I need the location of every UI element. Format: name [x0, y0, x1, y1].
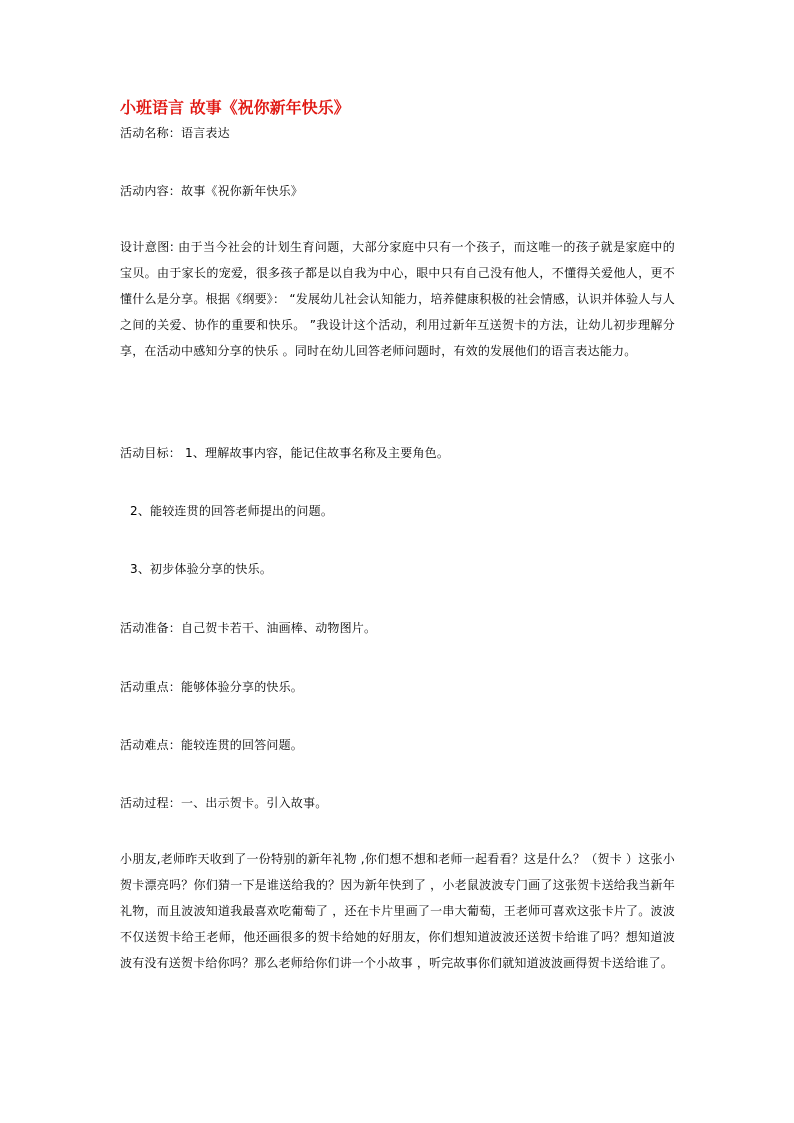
- activity-goal-2: 2、能较连贯的回答老师提出的问题。: [130, 504, 334, 518]
- activity-content: 活动内容：故事《祝你新年快乐》: [120, 184, 304, 198]
- activity-preparation: 活动准备：自己贺卡若干、油画棒、动物图片。: [120, 621, 377, 635]
- activity-process: 活动过程：一、出示贺卡。引入故事。: [120, 796, 328, 810]
- document-title: 小班语言 故事《祝你新年快乐》: [120, 98, 350, 117]
- activity-goal-1: 活动目标： 1、理解故事内容，能记住故事名称及主要角色。: [120, 446, 450, 460]
- story-intro-paragraph: 小朋友,老师昨天收到了一份特别的新年礼物 ,你们想不想和老师一起看看？这是什么？（贺卡 ）这张小贺卡漂亮吗？你们猜一下是谁送给我的？因为新年快到了 ，小老鼠波波专门画了这张贺卡送给我当新年礼物，而且波波知道我最喜欢吃葡萄了 ，还在卡片里画了一串大葡萄，王老师可喜欢这张卡片了。波波不仅送贺卡给王老师，他还画很多的贺卡给她的好朋友，你们想知道波波还送贺卡给谁了吗？想知道波波有没有送贺卡给你吗？那么老师给你们讲一个小故事 ，听完故事你们就知道波波画得贺卡送给谁了。: [120, 852, 675, 970]
- design-intent-paragraph: 设计意图: 由于当今社会的计划生育问题，大部分家庭中只有一个孩子，而这唯一的孩子就是家庭中的宝贝。由于家长的宠爱，很多孩子都是以自我为中心，眼中只有自己没有他人，不懂得关爱他人，更不懂什么是分享。根据《纲要》： “发展幼儿社会认知能力，培养健康积极的社会情感，认识并体验人与人之间的关爱、协作的重要和快乐。 ”我设计这个活动，利用过新年互送贺卡的方法，让幼儿初步理解分享，在活动中感知分享的快乐 。同时在幼儿回答老师问题时，有效的发展他们的语言表达能力。: [120, 240, 675, 358]
- activity-name: 活动名称：语言表达: [120, 126, 230, 140]
- activity-goal-3: 3、初步体验分享的快乐。: [130, 562, 273, 576]
- activity-difficulty: 活动难点：能较连贯的回答问题。: [120, 738, 304, 752]
- activity-key-point: 活动重点：能够体验分享的快乐。: [120, 680, 304, 694]
